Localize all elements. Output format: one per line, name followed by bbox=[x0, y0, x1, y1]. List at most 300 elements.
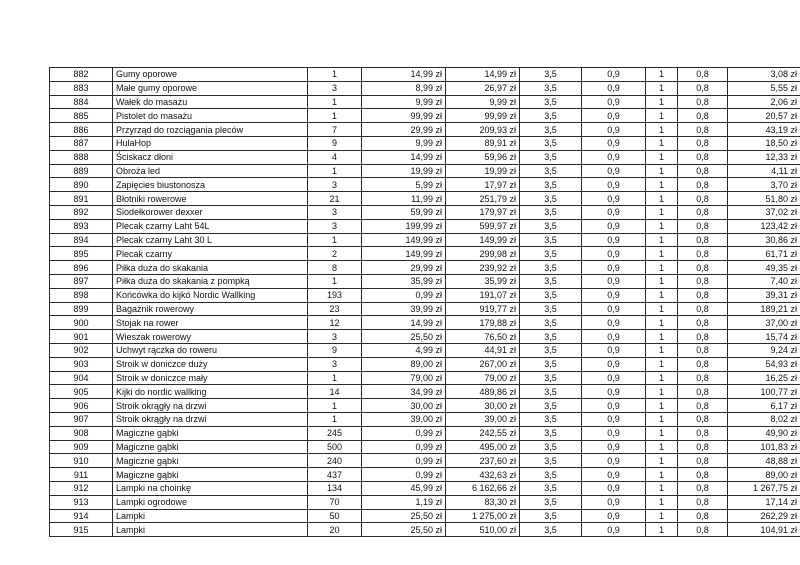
factor-c-cell: 1 bbox=[646, 261, 678, 275]
total-price-cell: 39,00 zł bbox=[446, 412, 520, 426]
factor-d-cell: 0,8 bbox=[678, 454, 728, 468]
factor-c-cell: 1 bbox=[646, 454, 678, 468]
table-row bbox=[50, 274, 800, 288]
factor-c-cell: 1 bbox=[646, 481, 678, 495]
unit-price-cell: 0,99 zł bbox=[362, 468, 446, 482]
result-value-cell: 61,71 zł bbox=[728, 247, 800, 261]
result-value-cell: 4,11 zł bbox=[728, 164, 800, 178]
factor-d-cell: 0,8 bbox=[678, 81, 728, 95]
factor-d-cell: 0,8 bbox=[678, 150, 728, 164]
unit-price-cell: 29,99 zł bbox=[362, 261, 446, 275]
quantity-cell: 12 bbox=[308, 316, 362, 330]
row-number-cell: 906 bbox=[50, 399, 113, 413]
total-price-cell: 6 162,66 zł bbox=[446, 481, 520, 495]
factor-c-cell: 1 bbox=[646, 302, 678, 316]
total-price-cell: 599,97 zł bbox=[446, 219, 520, 233]
factor-b-cell: 0,9 bbox=[582, 164, 646, 178]
unit-price-cell: 9,99 zł bbox=[362, 95, 446, 109]
total-price-cell: 76,50 zł bbox=[446, 330, 520, 344]
table-row bbox=[50, 302, 800, 316]
factor-b-cell: 0,9 bbox=[582, 330, 646, 344]
factor-b-cell: 0,9 bbox=[582, 399, 646, 413]
result-value-cell: 2,06 zł bbox=[728, 95, 800, 109]
row-number-cell: 892 bbox=[50, 205, 113, 219]
unit-price-cell: 45,99 zł bbox=[362, 481, 446, 495]
factor-c-cell: 1 bbox=[646, 523, 678, 537]
result-value-cell: 20,57 zł bbox=[728, 109, 800, 123]
factor-a-cell: 3,5 bbox=[520, 247, 582, 261]
factor-a-cell: 3,5 bbox=[520, 302, 582, 316]
total-price-cell: 17,97 zł bbox=[446, 178, 520, 192]
table-row bbox=[50, 371, 800, 385]
result-value-cell: 37,00 zł bbox=[728, 316, 800, 330]
total-price-cell: 99,99 zł bbox=[446, 109, 520, 123]
factor-d-cell: 0,8 bbox=[678, 205, 728, 219]
factor-a-cell: 3,5 bbox=[520, 357, 582, 371]
price-table-container bbox=[49, 67, 800, 537]
factor-a-cell: 3,5 bbox=[520, 495, 582, 509]
factor-d-cell: 0,8 bbox=[678, 178, 728, 192]
factor-c-cell: 1 bbox=[646, 468, 678, 482]
unit-price-cell: 39,00 zł bbox=[362, 412, 446, 426]
unit-price-cell: 39,99 zł bbox=[362, 302, 446, 316]
unit-price-cell: 35,99 zł bbox=[362, 274, 446, 288]
table-row bbox=[50, 481, 800, 495]
unit-price-cell: 79,00 zł bbox=[362, 371, 446, 385]
factor-a-cell: 3,5 bbox=[520, 385, 582, 399]
total-price-cell: 209,93 zł bbox=[446, 123, 520, 137]
factor-c-cell: 1 bbox=[646, 192, 678, 206]
factor-c-cell: 1 bbox=[646, 274, 678, 288]
result-value-cell: 262,29 zł bbox=[728, 509, 800, 523]
factor-b-cell: 0,9 bbox=[582, 219, 646, 233]
factor-c-cell: 1 bbox=[646, 247, 678, 261]
row-number-cell: 910 bbox=[50, 454, 113, 468]
factor-d-cell: 0,8 bbox=[678, 481, 728, 495]
quantity-cell: 245 bbox=[308, 426, 362, 440]
total-price-cell: 510,00 zł bbox=[446, 523, 520, 537]
quantity-cell: 50 bbox=[308, 509, 362, 523]
table-row bbox=[50, 219, 800, 233]
quantity-cell: 9 bbox=[308, 343, 362, 357]
quantity-cell: 3 bbox=[308, 81, 362, 95]
factor-d-cell: 0,8 bbox=[678, 219, 728, 233]
factor-b-cell: 0,9 bbox=[582, 468, 646, 482]
total-price-cell: 489,86 zł bbox=[446, 385, 520, 399]
table-row bbox=[50, 357, 800, 371]
item-name-cell: Kijki do nordic wallking bbox=[113, 385, 308, 399]
table-row bbox=[50, 495, 800, 509]
factor-c-cell: 1 bbox=[646, 426, 678, 440]
factor-b-cell: 0,9 bbox=[582, 233, 646, 247]
factor-d-cell: 0,8 bbox=[678, 109, 728, 123]
quantity-cell: 3 bbox=[308, 178, 362, 192]
quantity-cell: 23 bbox=[308, 302, 362, 316]
factor-b-cell: 0,9 bbox=[582, 247, 646, 261]
result-value-cell: 49,35 zł bbox=[728, 261, 800, 275]
result-value-cell: 12,33 zł bbox=[728, 150, 800, 164]
table-row bbox=[50, 426, 800, 440]
quantity-cell: 14 bbox=[308, 385, 362, 399]
total-price-cell: 267,00 zł bbox=[446, 357, 520, 371]
quantity-cell: 8 bbox=[308, 261, 362, 275]
table-row bbox=[50, 109, 800, 123]
factor-b-cell: 0,9 bbox=[582, 288, 646, 302]
unit-price-cell: 11,99 zł bbox=[362, 192, 446, 206]
factor-c-cell: 1 bbox=[646, 288, 678, 302]
factor-c-cell: 1 bbox=[646, 316, 678, 330]
factor-d-cell: 0,8 bbox=[678, 136, 728, 150]
unit-price-cell: 149,99 zł bbox=[362, 233, 446, 247]
table-row bbox=[50, 150, 800, 164]
row-number-cell: 902 bbox=[50, 343, 113, 357]
factor-c-cell: 1 bbox=[646, 178, 678, 192]
total-price-cell: 83,30 zł bbox=[446, 495, 520, 509]
factor-c-cell: 1 bbox=[646, 205, 678, 219]
quantity-cell: 437 bbox=[308, 468, 362, 482]
factor-d-cell: 0,8 bbox=[678, 261, 728, 275]
unit-price-cell: 19,99 zł bbox=[362, 164, 446, 178]
item-name-cell: Ściskacz dłoni bbox=[113, 150, 308, 164]
quantity-cell: 3 bbox=[308, 205, 362, 219]
result-value-cell: 9,24 zł bbox=[728, 343, 800, 357]
factor-b-cell: 0,9 bbox=[582, 81, 646, 95]
total-price-cell: 1 275,00 zł bbox=[446, 509, 520, 523]
quantity-cell: 1 bbox=[308, 412, 362, 426]
factor-d-cell: 0,8 bbox=[678, 357, 728, 371]
unit-price-cell: 9,99 zł bbox=[362, 136, 446, 150]
total-price-cell: 19,99 zł bbox=[446, 164, 520, 178]
factor-a-cell: 3,5 bbox=[520, 164, 582, 178]
factor-c-cell: 1 bbox=[646, 81, 678, 95]
unit-price-cell: 25,50 zł bbox=[362, 523, 446, 537]
quantity-cell: 134 bbox=[308, 481, 362, 495]
row-number-cell: 896 bbox=[50, 261, 113, 275]
factor-b-cell: 0,9 bbox=[582, 343, 646, 357]
table-row bbox=[50, 316, 800, 330]
table-row bbox=[50, 164, 800, 178]
factor-b-cell: 0,9 bbox=[582, 412, 646, 426]
item-name-cell: Piłka duża do skakania z pompką bbox=[113, 274, 308, 288]
result-value-cell: 51,80 zł bbox=[728, 192, 800, 206]
quantity-cell: 2 bbox=[308, 247, 362, 261]
factor-c-cell: 1 bbox=[646, 385, 678, 399]
row-number-cell: 914 bbox=[50, 509, 113, 523]
row-number-cell: 895 bbox=[50, 247, 113, 261]
factor-a-cell: 3,5 bbox=[520, 136, 582, 150]
unit-price-cell: 199,99 zł bbox=[362, 219, 446, 233]
factor-a-cell: 3,5 bbox=[520, 426, 582, 440]
factor-d-cell: 0,8 bbox=[678, 509, 728, 523]
row-number-cell: 905 bbox=[50, 385, 113, 399]
item-name-cell: Stroik w doniczce mały bbox=[113, 371, 308, 385]
total-price-cell: 432,63 zł bbox=[446, 468, 520, 482]
quantity-cell: 1 bbox=[308, 399, 362, 413]
total-price-cell: 299,98 zł bbox=[446, 247, 520, 261]
factor-c-cell: 1 bbox=[646, 440, 678, 454]
unit-price-cell: 14,99 zł bbox=[362, 150, 446, 164]
quantity-cell: 1 bbox=[308, 274, 362, 288]
factor-d-cell: 0,8 bbox=[678, 192, 728, 206]
factor-a-cell: 3,5 bbox=[520, 330, 582, 344]
row-number-cell: 887 bbox=[50, 136, 113, 150]
factor-a-cell: 3,5 bbox=[520, 123, 582, 137]
factor-c-cell: 1 bbox=[646, 109, 678, 123]
unit-price-cell: 25,50 zł bbox=[362, 330, 446, 344]
quantity-cell: 1 bbox=[308, 233, 362, 247]
factor-b-cell: 0,9 bbox=[582, 302, 646, 316]
result-value-cell: 39,31 zł bbox=[728, 288, 800, 302]
factor-b-cell: 0,9 bbox=[582, 261, 646, 275]
row-number-cell: 903 bbox=[50, 357, 113, 371]
total-price-cell: 179,88 zł bbox=[446, 316, 520, 330]
factor-a-cell: 3,5 bbox=[520, 68, 582, 82]
item-name-cell: Gumy oporowe bbox=[113, 68, 308, 82]
row-number-cell: 904 bbox=[50, 371, 113, 385]
row-number-cell: 883 bbox=[50, 81, 113, 95]
factor-a-cell: 3,5 bbox=[520, 454, 582, 468]
factor-d-cell: 0,8 bbox=[678, 523, 728, 537]
total-price-cell: 242,55 zł bbox=[446, 426, 520, 440]
total-price-cell: 237,60 zł bbox=[446, 454, 520, 468]
factor-c-cell: 1 bbox=[646, 399, 678, 413]
factor-c-cell: 1 bbox=[646, 371, 678, 385]
row-number-cell: 907 bbox=[50, 412, 113, 426]
row-number-cell: 899 bbox=[50, 302, 113, 316]
quantity-cell: 7 bbox=[308, 123, 362, 137]
item-name-cell: Zapięcies biustonosza bbox=[113, 178, 308, 192]
factor-a-cell: 3,5 bbox=[520, 205, 582, 219]
total-price-cell: 251,79 zł bbox=[446, 192, 520, 206]
item-name-cell: Wieszak rowerowy bbox=[113, 330, 308, 344]
result-value-cell: 37,02 zł bbox=[728, 205, 800, 219]
item-name-cell: Lampki bbox=[113, 509, 308, 523]
item-name-cell: HulaHop bbox=[113, 136, 308, 150]
factor-c-cell: 1 bbox=[646, 123, 678, 137]
row-number-cell: 897 bbox=[50, 274, 113, 288]
factor-c-cell: 1 bbox=[646, 343, 678, 357]
factor-c-cell: 1 bbox=[646, 509, 678, 523]
result-value-cell: 89,00 zł bbox=[728, 468, 800, 482]
unit-price-cell: 14,99 zł bbox=[362, 68, 446, 82]
factor-b-cell: 0,9 bbox=[582, 495, 646, 509]
quantity-cell: 3 bbox=[308, 357, 362, 371]
table-row bbox=[50, 468, 800, 482]
factor-d-cell: 0,8 bbox=[678, 68, 728, 82]
quantity-cell: 3 bbox=[308, 330, 362, 344]
unit-price-cell: 1,19 zł bbox=[362, 495, 446, 509]
factor-a-cell: 3,5 bbox=[520, 219, 582, 233]
factor-d-cell: 0,8 bbox=[678, 247, 728, 261]
result-value-cell: 6,17 zł bbox=[728, 399, 800, 413]
factor-b-cell: 0,9 bbox=[582, 385, 646, 399]
quantity-cell: 1 bbox=[308, 68, 362, 82]
row-number-cell: 884 bbox=[50, 95, 113, 109]
factor-a-cell: 3,5 bbox=[520, 288, 582, 302]
row-number-cell: 888 bbox=[50, 150, 113, 164]
unit-price-cell: 0,99 zł bbox=[362, 440, 446, 454]
unit-price-cell: 30,00 zł bbox=[362, 399, 446, 413]
total-price-cell: 495,00 zł bbox=[446, 440, 520, 454]
table-row bbox=[50, 330, 800, 344]
unit-price-cell: 149,99 zł bbox=[362, 247, 446, 261]
factor-b-cell: 0,9 bbox=[582, 509, 646, 523]
factor-a-cell: 3,5 bbox=[520, 81, 582, 95]
factor-b-cell: 0,9 bbox=[582, 68, 646, 82]
factor-b-cell: 0,9 bbox=[582, 440, 646, 454]
unit-price-cell: 0,99 zł bbox=[362, 288, 446, 302]
quantity-cell: 20 bbox=[308, 523, 362, 537]
unit-price-cell: 34,99 zł bbox=[362, 385, 446, 399]
factor-a-cell: 3,5 bbox=[520, 481, 582, 495]
factor-d-cell: 0,8 bbox=[678, 164, 728, 178]
result-value-cell: 18,50 zł bbox=[728, 136, 800, 150]
unit-price-cell: 8,99 zł bbox=[362, 81, 446, 95]
factor-d-cell: 0,8 bbox=[678, 330, 728, 344]
item-name-cell: Wałek do masażu bbox=[113, 95, 308, 109]
table-row bbox=[50, 261, 800, 275]
total-price-cell: 14,99 zł bbox=[446, 68, 520, 82]
factor-c-cell: 1 bbox=[646, 164, 678, 178]
factor-a-cell: 3,5 bbox=[520, 509, 582, 523]
total-price-cell: 35,99 zł bbox=[446, 274, 520, 288]
row-number-cell: 901 bbox=[50, 330, 113, 344]
factor-a-cell: 3,5 bbox=[520, 274, 582, 288]
factor-b-cell: 0,9 bbox=[582, 192, 646, 206]
row-number-cell: 911 bbox=[50, 468, 113, 482]
factor-b-cell: 0,9 bbox=[582, 109, 646, 123]
quantity-cell: 193 bbox=[308, 288, 362, 302]
item-name-cell: Magiczne gąbki bbox=[113, 468, 308, 482]
unit-price-cell: 0,99 zł bbox=[362, 426, 446, 440]
factor-a-cell: 3,5 bbox=[520, 412, 582, 426]
item-name-cell: Lampki ogrodowe bbox=[113, 495, 308, 509]
quantity-cell: 1 bbox=[308, 371, 362, 385]
total-price-cell: 191,07 zł bbox=[446, 288, 520, 302]
table-body bbox=[50, 68, 800, 537]
result-value-cell: 101,83 zł bbox=[728, 440, 800, 454]
factor-d-cell: 0,8 bbox=[678, 302, 728, 316]
factor-c-cell: 1 bbox=[646, 68, 678, 82]
item-name-cell: Magiczne gąbki bbox=[113, 426, 308, 440]
total-price-cell: 26,97 zł bbox=[446, 81, 520, 95]
factor-c-cell: 1 bbox=[646, 150, 678, 164]
total-price-cell: 30,00 zł bbox=[446, 399, 520, 413]
factor-a-cell: 3,5 bbox=[520, 371, 582, 385]
total-price-cell: 44,91 zł bbox=[446, 343, 520, 357]
item-name-cell: Magiczne gąbki bbox=[113, 440, 308, 454]
total-price-cell: 239,92 zł bbox=[446, 261, 520, 275]
result-value-cell: 7,40 zł bbox=[728, 274, 800, 288]
factor-b-cell: 0,9 bbox=[582, 523, 646, 537]
table-row bbox=[50, 412, 800, 426]
factor-c-cell: 1 bbox=[646, 219, 678, 233]
item-name-cell: Końcówka do kijkó Nordic Wallking bbox=[113, 288, 308, 302]
unit-price-cell: 14,99 zł bbox=[362, 316, 446, 330]
row-number-cell: 894 bbox=[50, 233, 113, 247]
factor-a-cell: 3,5 bbox=[520, 109, 582, 123]
item-name-cell: Bagażnik rowerowy bbox=[113, 302, 308, 316]
item-name-cell: Pistolet do masażu bbox=[113, 109, 308, 123]
item-name-cell: Siodełkorower dexxer bbox=[113, 205, 308, 219]
unit-price-cell: 25,50 zł bbox=[362, 509, 446, 523]
factor-a-cell: 3,5 bbox=[520, 316, 582, 330]
row-number-cell: 893 bbox=[50, 219, 113, 233]
unit-price-cell: 4,99 zł bbox=[362, 343, 446, 357]
factor-b-cell: 0,9 bbox=[582, 316, 646, 330]
row-number-cell: 913 bbox=[50, 495, 113, 509]
result-value-cell: 30,86 zł bbox=[728, 233, 800, 247]
total-price-cell: 179,97 zł bbox=[446, 205, 520, 219]
quantity-cell: 3 bbox=[308, 219, 362, 233]
quantity-cell: 1 bbox=[308, 95, 362, 109]
result-value-cell: 17,14 zł bbox=[728, 495, 800, 509]
factor-d-cell: 0,8 bbox=[678, 399, 728, 413]
item-name-cell: Małe gumy oporowe bbox=[113, 81, 308, 95]
row-number-cell: 900 bbox=[50, 316, 113, 330]
result-value-cell: 48,88 zł bbox=[728, 454, 800, 468]
factor-c-cell: 1 bbox=[646, 233, 678, 247]
quantity-cell: 1 bbox=[308, 164, 362, 178]
result-value-cell: 189,21 zł bbox=[728, 302, 800, 316]
price-table bbox=[49, 67, 800, 537]
factor-d-cell: 0,8 bbox=[678, 95, 728, 109]
row-number-cell: 889 bbox=[50, 164, 113, 178]
table-row bbox=[50, 81, 800, 95]
quantity-cell: 4 bbox=[308, 150, 362, 164]
row-number-cell: 909 bbox=[50, 440, 113, 454]
factor-d-cell: 0,8 bbox=[678, 495, 728, 509]
unit-price-cell: 99,99 zł bbox=[362, 109, 446, 123]
total-price-cell: 9,99 zł bbox=[446, 95, 520, 109]
table-row bbox=[50, 454, 800, 468]
item-name-cell: Magiczne gąbki bbox=[113, 454, 308, 468]
result-value-cell: 5,55 zł bbox=[728, 81, 800, 95]
table-row bbox=[50, 233, 800, 247]
factor-d-cell: 0,8 bbox=[678, 343, 728, 357]
result-value-cell: 16,25 zł bbox=[728, 371, 800, 385]
table-row bbox=[50, 440, 800, 454]
quantity-cell: 240 bbox=[308, 454, 362, 468]
factor-b-cell: 0,9 bbox=[582, 274, 646, 288]
item-name-cell: Błotniki rowerowe bbox=[113, 192, 308, 206]
factor-b-cell: 0,9 bbox=[582, 357, 646, 371]
result-value-cell: 1 267,75 zł bbox=[728, 481, 800, 495]
item-name-cell: Obroża led bbox=[113, 164, 308, 178]
row-number-cell: 891 bbox=[50, 192, 113, 206]
item-name-cell: Stroik okrągły na drzwi bbox=[113, 399, 308, 413]
quantity-cell: 1 bbox=[308, 109, 362, 123]
factor-a-cell: 3,5 bbox=[520, 95, 582, 109]
factor-a-cell: 3,5 bbox=[520, 150, 582, 164]
factor-d-cell: 0,8 bbox=[678, 426, 728, 440]
table-row bbox=[50, 385, 800, 399]
factor-b-cell: 0,9 bbox=[582, 481, 646, 495]
result-value-cell: 8,02 zł bbox=[728, 412, 800, 426]
factor-a-cell: 3,5 bbox=[520, 343, 582, 357]
unit-price-cell: 0,99 zł bbox=[362, 454, 446, 468]
table-row bbox=[50, 123, 800, 137]
factor-d-cell: 0,8 bbox=[678, 123, 728, 137]
item-name-cell: Stroik w doniczce duży bbox=[113, 357, 308, 371]
total-price-cell: 89,91 zł bbox=[446, 136, 520, 150]
factor-d-cell: 0,8 bbox=[678, 440, 728, 454]
factor-c-cell: 1 bbox=[646, 495, 678, 509]
row-number-cell: 912 bbox=[50, 481, 113, 495]
result-value-cell: 100,77 zł bbox=[728, 385, 800, 399]
item-name-cell: Plecak czarny Laht 30 L bbox=[113, 233, 308, 247]
factor-d-cell: 0,8 bbox=[678, 371, 728, 385]
